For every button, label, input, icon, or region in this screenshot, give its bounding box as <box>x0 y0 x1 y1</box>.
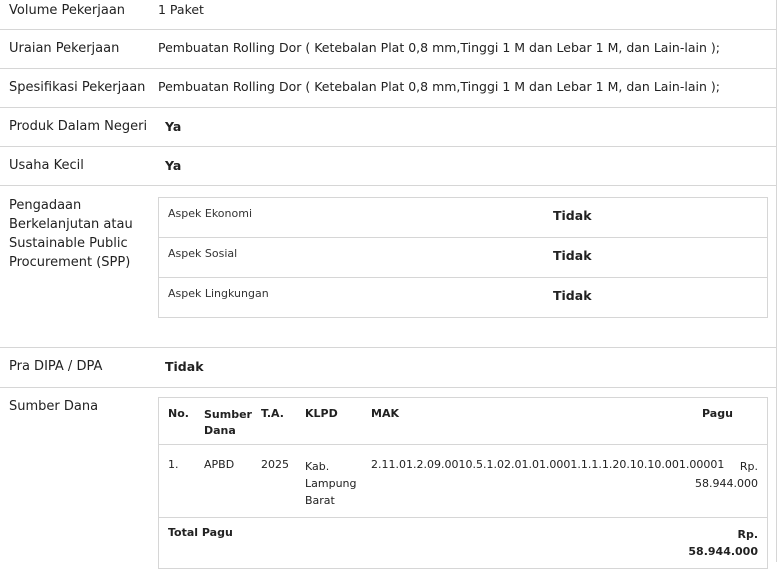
aspect-row-sosial <box>159 238 767 278</box>
col-header-klpd: KLPD <box>305 407 338 420</box>
aspect-value: Tidak <box>553 248 592 263</box>
col-header-no: No. <box>168 407 189 420</box>
aspect-name: Aspek Sosial <box>168 247 238 260</box>
table-divider <box>159 444 767 445</box>
cell-pagu: Rp. 58.944.000 <box>695 460 758 490</box>
volume-value: 1 Paket <box>158 2 204 17</box>
col-header-sumber-dana: Sumber Dana <box>204 408 252 437</box>
spp-aspect-table <box>158 197 768 318</box>
cell-mak: 2.11.01.2.09.0010.5.1.02.01.01.0001.1.1.1.20.10.10.001.00001 <box>371 458 725 471</box>
cell-no: 1. <box>168 458 179 471</box>
spesifikasi-label: Spesifikasi Pekerjaan <box>9 80 146 95</box>
cell-klpd: Kab. Lampung Barat <box>305 460 357 507</box>
row-uraian <box>0 29 777 69</box>
col-header-pagu: Pagu <box>702 407 733 420</box>
uraian-value: Pembuatan Rolling Dor ( Ketebalan Plat 0,8 mm,Tinggi 1 M dan Lebar 1 M, dan Lain-lain ); <box>158 40 720 55</box>
aspect-row-lingkungan <box>159 278 767 317</box>
pradipa-value: Tidak <box>165 359 204 374</box>
aspect-row-ekonomi <box>159 198 767 238</box>
table-divider <box>159 517 767 518</box>
aspect-value: Tidak <box>553 288 592 303</box>
aspect-name: Aspek Ekonomi <box>168 207 253 220</box>
col-header-mak: MAK <box>371 407 399 420</box>
col-header-ta: T.A. <box>261 407 284 420</box>
sumber-dana-label: Sumber Dana <box>9 399 99 414</box>
aspect-name: Aspek Lingkungan <box>168 287 269 300</box>
spesifikasi-value: Pembuatan Rolling Dor ( Ketebalan Plat 0,8 mm,Tinggi 1 M dan Lebar 1 M, dan Lain-lain ); <box>158 79 720 94</box>
sumber-dana-table <box>158 397 768 569</box>
spp-label: Pengadaan Berkelanjutan atau Sustainable Public Procurement (SPP) <box>9 198 133 270</box>
volume-label: Volume Pekerjaan <box>9 3 126 18</box>
cell-sumber: APBD <box>204 458 235 471</box>
row-produk-dalam-negeri <box>0 107 777 147</box>
usaha-label: Usaha Kecil <box>9 158 84 173</box>
usaha-value: Ya <box>165 158 182 173</box>
pradipa-label: Pra DIPA / DPA <box>9 359 103 374</box>
row-volume <box>0 0 777 30</box>
cell-ta: 2025 <box>261 458 289 471</box>
produk-label: Produk Dalam Negeri <box>9 119 148 134</box>
row-spesifikasi <box>0 68 777 108</box>
produk-value: Ya <box>165 119 182 134</box>
uraian-label: Uraian Pekerjaan <box>9 41 120 56</box>
total-pagu-value: Rp. 58.944.000 <box>688 528 758 558</box>
total-pagu-label: Total Pagu <box>168 526 233 539</box>
row-usaha-kecil <box>0 146 777 186</box>
aspect-value: Tidak <box>553 208 592 223</box>
row-pra-dipa <box>0 347 777 388</box>
